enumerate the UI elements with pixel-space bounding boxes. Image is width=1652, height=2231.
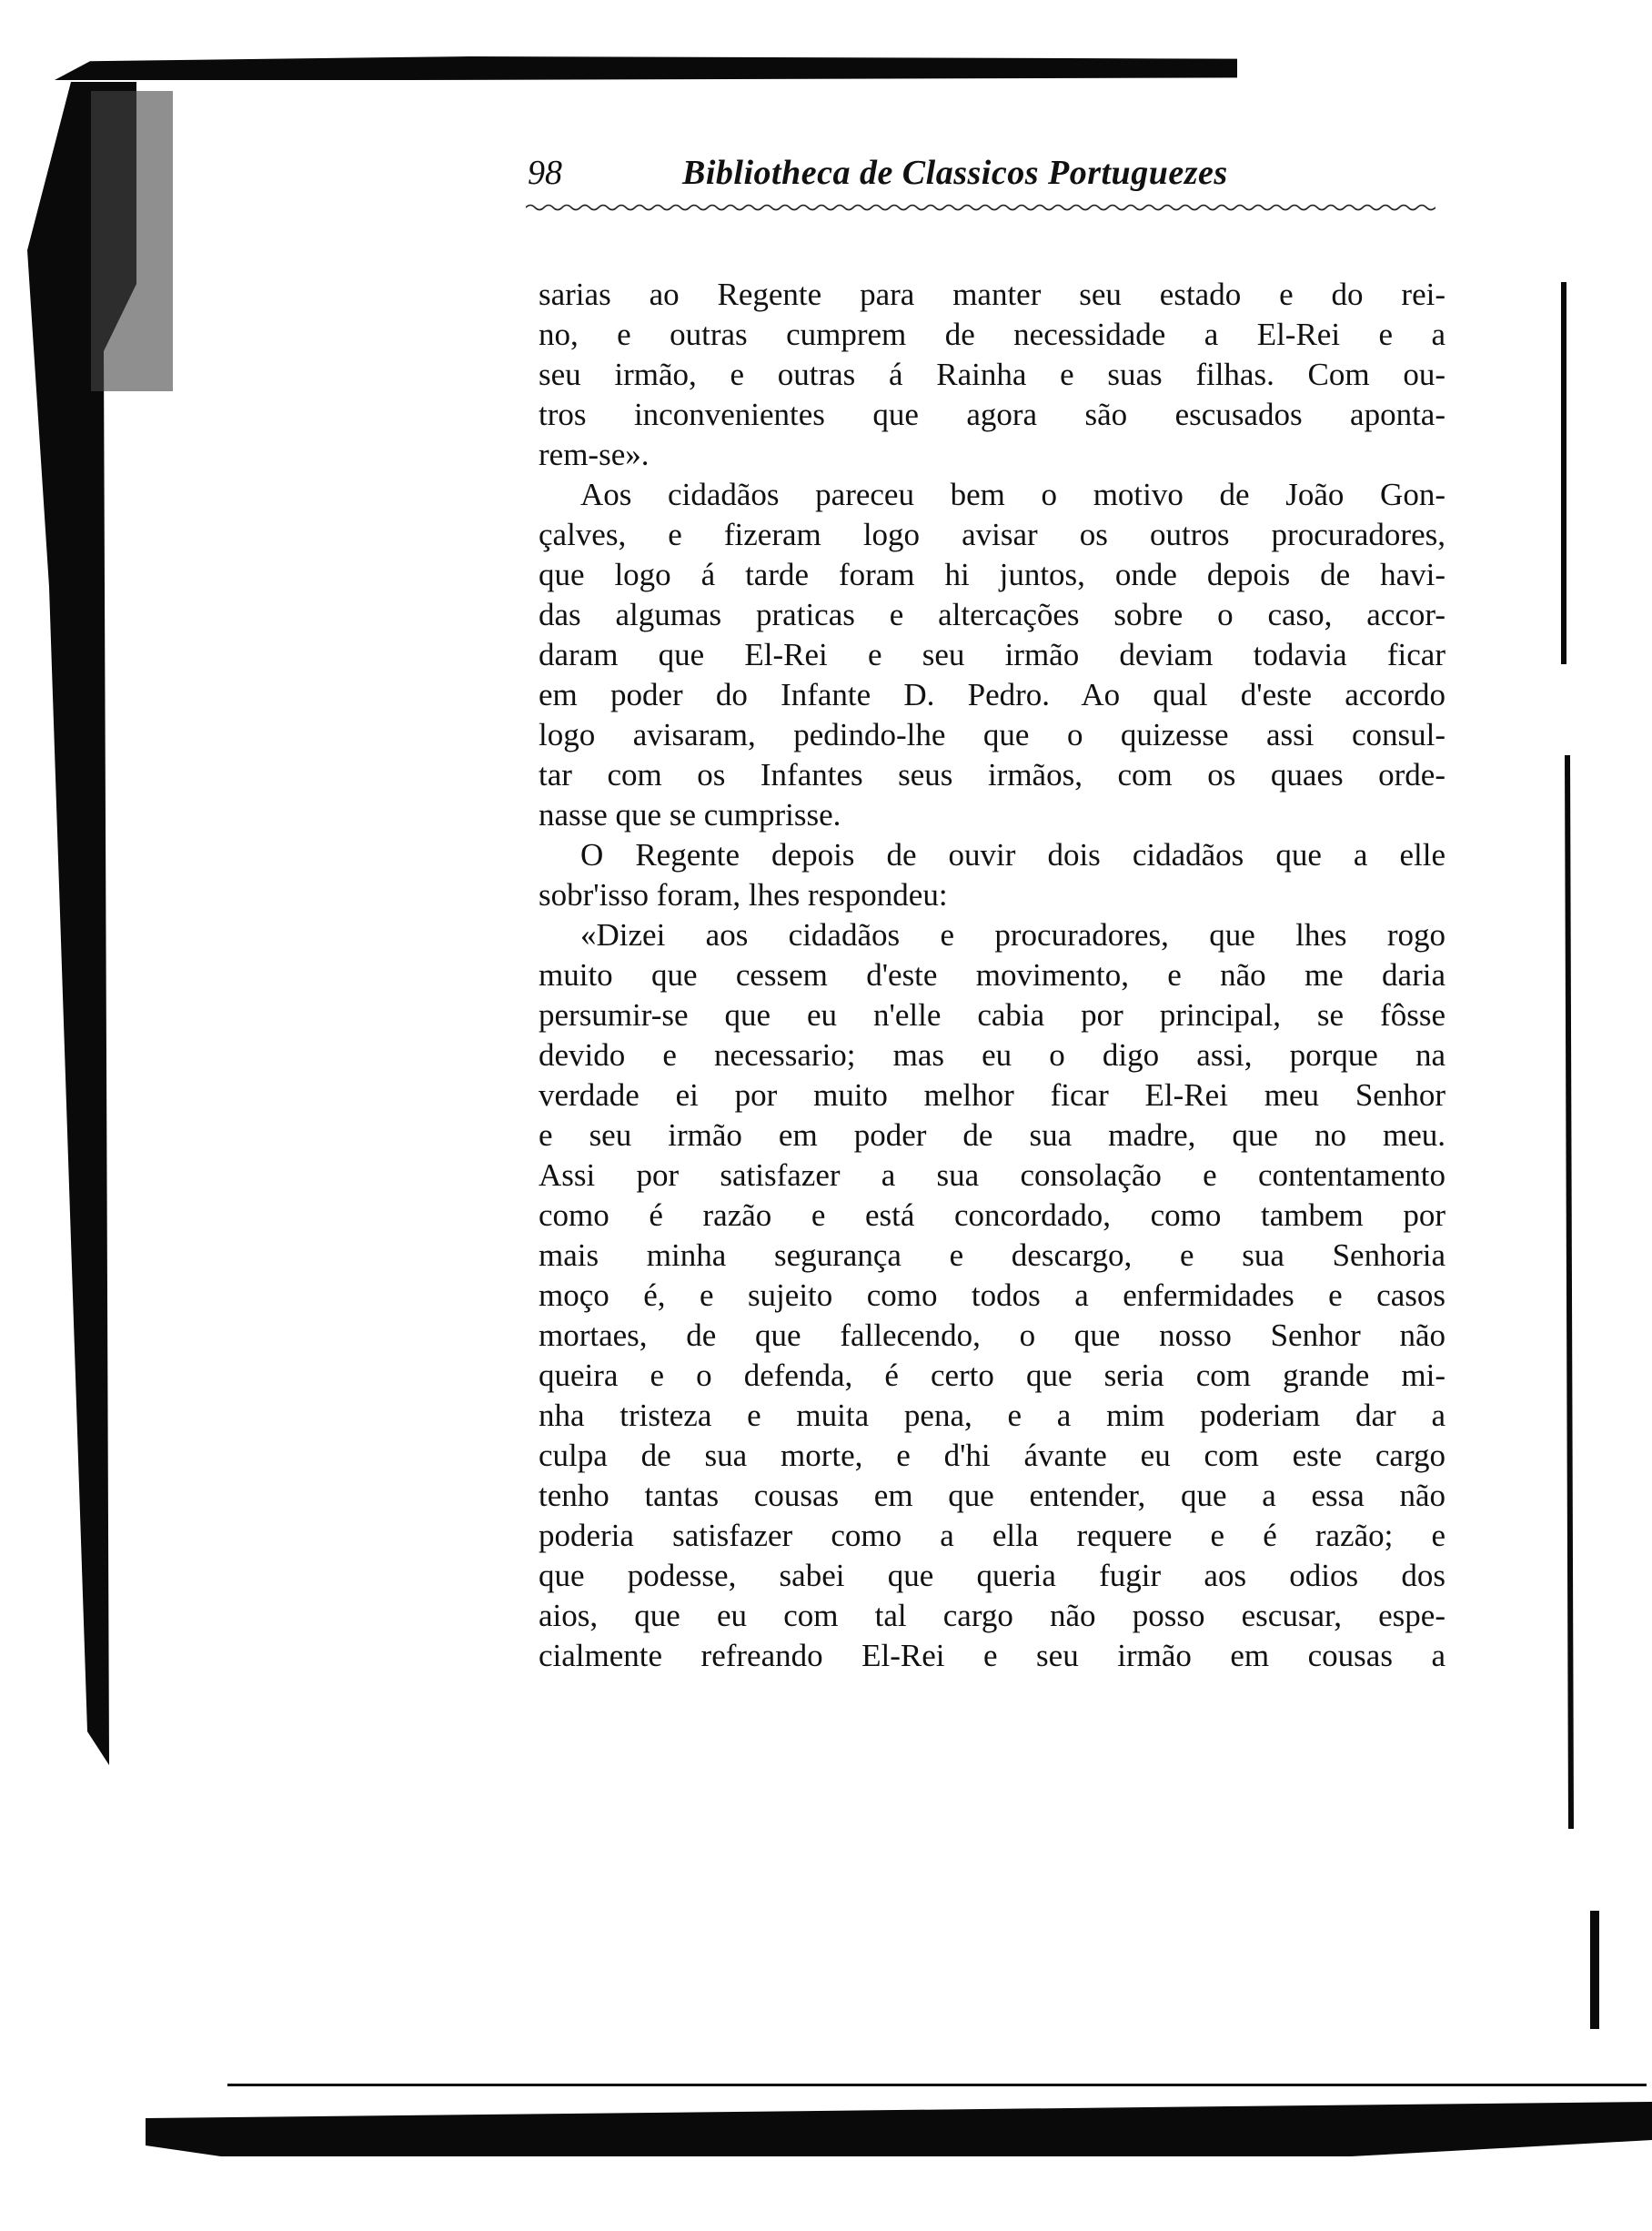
text-line: tenho tantas cousas em que entender, que a essa não bbox=[539, 1478, 1446, 1513]
text-line: «Dizei aos cidadãos e procuradores, que lhes rogo bbox=[580, 917, 1446, 953]
text-line: mortaes, de que fallecendo, o que nosso Senhor não bbox=[539, 1317, 1446, 1353]
text-line: Assi por satisfazer a sua consolação e contentamento bbox=[539, 1157, 1446, 1193]
text-line: sobr'isso foram, lhes respondeu: bbox=[539, 877, 948, 913]
scan-edge-bottom bbox=[146, 2102, 1652, 2156]
text-line: nha tristeza e muita pena, e a mim poderiam dar a bbox=[539, 1398, 1446, 1433]
text-line: culpa de sua morte, e d'hi ávante eu com este cargo bbox=[539, 1438, 1446, 1473]
text-line: mais minha segurança e descargo, e sua Senhoria bbox=[539, 1237, 1446, 1273]
paragraph bbox=[539, 475, 1446, 835]
text-line: O Regente depois de ouvir dois cidadãos que a elle bbox=[580, 837, 1446, 873]
text-line: no, e outras cumprem de necessidade a El-Rei e a bbox=[539, 317, 1446, 352]
wavy-rule-divider bbox=[526, 202, 1435, 213]
text-line: que logo á tarde foram hi juntos, onde depois de havi- bbox=[539, 557, 1446, 592]
text-line: sarias ao Regente para manter seu estado e do rei- bbox=[539, 277, 1446, 312]
text-line: das algumas praticas e altercações sobre o caso, accor- bbox=[539, 597, 1446, 632]
text-line: verdade ei por muito melhor ficar El-Rei meu Senhor bbox=[539, 1077, 1446, 1113]
text-line: tar com os Infantes seus irmãos, com os quaes orde- bbox=[539, 757, 1446, 792]
text-line: persumir-se que eu n'elle cabia por principal, se fôsse bbox=[539, 997, 1446, 1033]
paragraph bbox=[539, 835, 1446, 915]
text-line: çalves, e fizeram logo avisar os outros procuradores, bbox=[539, 517, 1446, 552]
text-line: nasse que se cumprisse. bbox=[539, 797, 841, 833]
text-line: como é razão e está concordado, como tambem por bbox=[539, 1197, 1446, 1233]
text-line: Aos cidadãos pareceu bem o motivo de João Gon- bbox=[580, 477, 1446, 512]
text-line: daram que El-Rei e seu irmão deviam todavia ficar bbox=[539, 637, 1446, 672]
scan-edge-right-lower bbox=[1590, 1911, 1599, 2029]
page-number: 98 bbox=[528, 154, 562, 192]
body-text bbox=[539, 275, 1446, 1676]
text-line: muito que cessem d'este movimento, e não me daria bbox=[539, 957, 1446, 993]
running-title: Bibliotheca de Classicos Portuguezes bbox=[682, 154, 1228, 192]
text-line: tros inconvenientes que agora são escusados aponta- bbox=[539, 397, 1446, 432]
text-line: moço é, e sujeito como todos a enfermidades e casos bbox=[539, 1277, 1446, 1313]
text-line: queira e o defenda, é certo que seria com grande mi- bbox=[539, 1358, 1446, 1393]
text-line: e seu irmão em poder de sua madre, que no meu. bbox=[539, 1117, 1446, 1153]
text-line: rem-se». bbox=[539, 437, 650, 472]
scan-edge-right-upper bbox=[1561, 282, 1566, 664]
paragraph bbox=[539, 275, 1446, 475]
scan-edge-left-band bbox=[91, 91, 173, 391]
text-line: aios, que eu com tal cargo não posso escusar, espe- bbox=[539, 1598, 1446, 1633]
text-line: cialmente refreando El-Rei e seu irmão em cousas a bbox=[539, 1638, 1446, 1673]
text-line: poderia satisfazer como a ella requere e é razão; e bbox=[539, 1518, 1446, 1553]
text-line: que podesse, sabei que queria fugir aos odios dos bbox=[539, 1558, 1446, 1593]
scan-line-bottom bbox=[227, 2084, 1647, 2086]
text-line: devido e necessario; mas eu o digo assi, porque na bbox=[539, 1037, 1446, 1073]
running-header bbox=[528, 153, 1437, 198]
paragraph bbox=[539, 915, 1446, 1676]
scan-edge-right-middle bbox=[1565, 755, 1574, 1829]
text-line: em poder do Infante D. Pedro. Ao qual d'este accordo bbox=[539, 677, 1446, 712]
text-line: logo avisaram, pedindo-lhe que o quizesse assi consul- bbox=[539, 717, 1446, 752]
text-line: seu irmão, e outras á Rainha e suas filhas. Com ou- bbox=[539, 357, 1446, 392]
scan-edge-top bbox=[55, 56, 1237, 80]
